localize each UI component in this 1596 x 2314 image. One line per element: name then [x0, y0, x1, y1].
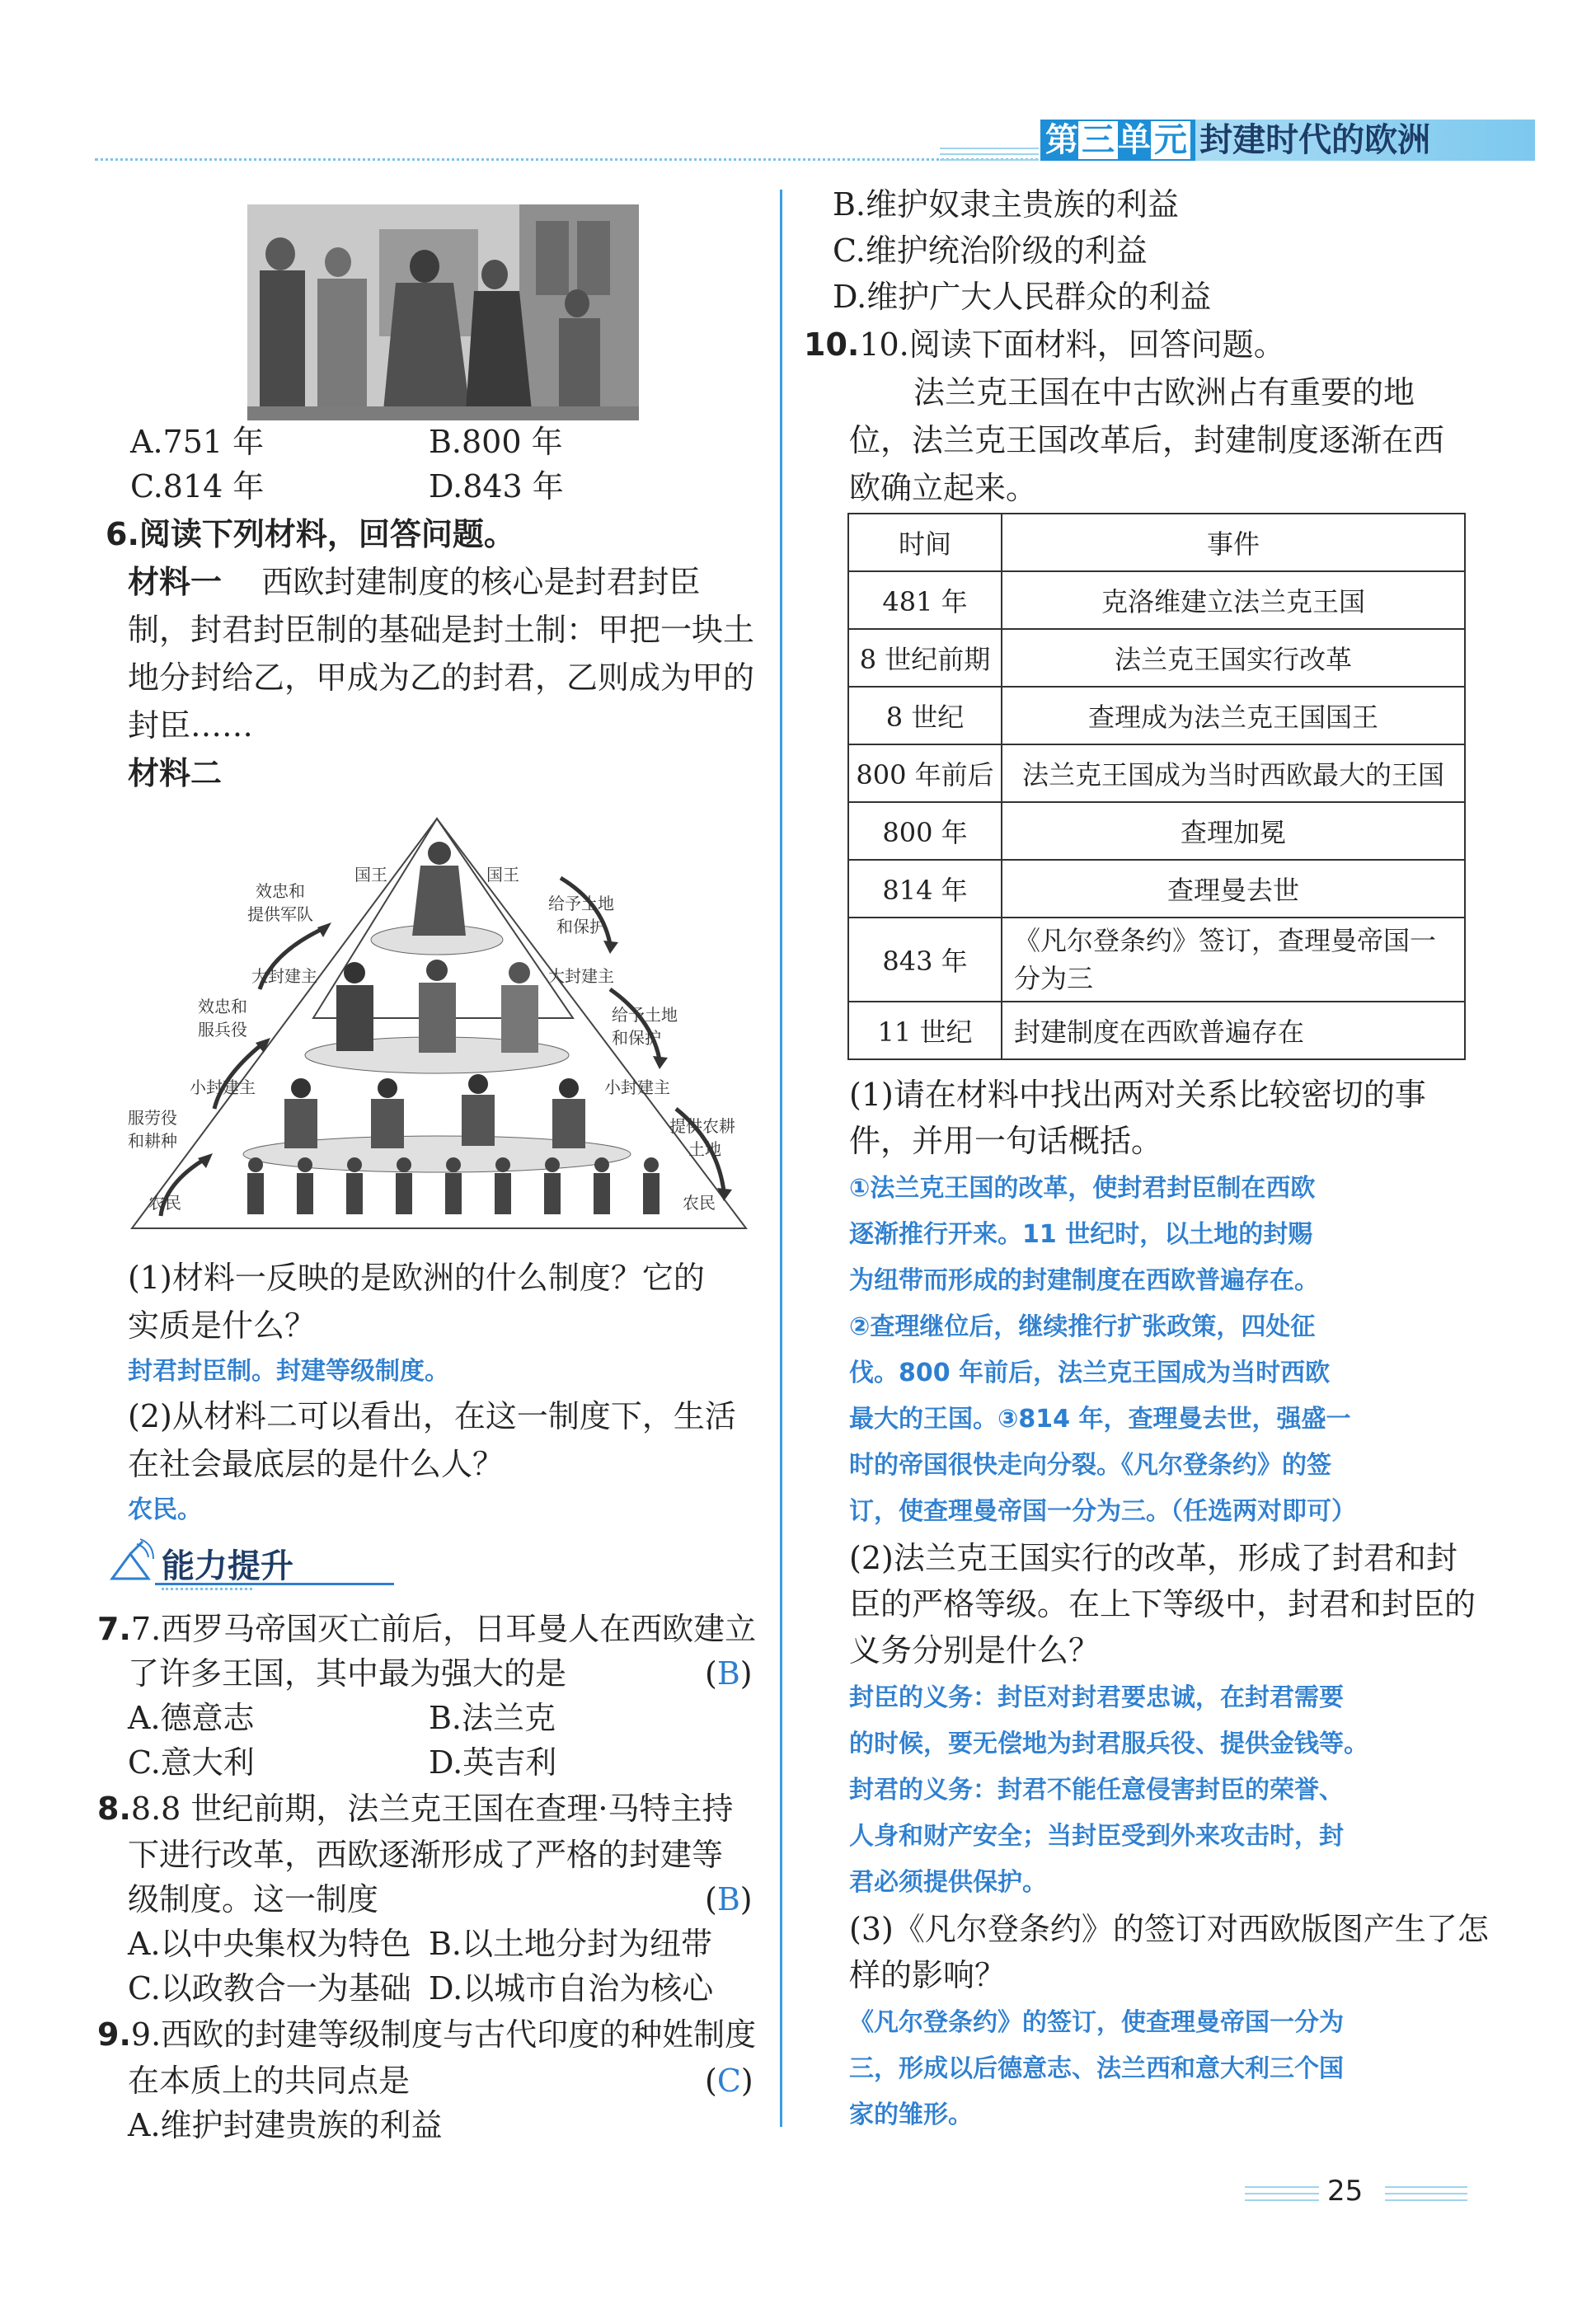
q5-option-c[interactable]: C.814 年	[130, 468, 265, 505]
q10-sub1-answer-line3: ②查理继位后，继续推行扩张政策，四处征	[849, 1312, 1316, 1341]
table-cell-time: 843 年	[848, 918, 1002, 1002]
unit-title: 封建时代的欧洲	[1199, 121, 1431, 159]
q8-line0: 8.8.8 世纪前期，法兰克王国在查理·马特主持	[97, 1791, 734, 1827]
q10-sub2-answer-line2: 封君的义务：封君不能任意侵害封臣的荣誉、	[849, 1776, 1344, 1805]
table-cell-time: 8 世纪前期	[848, 629, 1002, 687]
provide-land-line1: 土地	[688, 1139, 721, 1159]
loyalty-service-line1: 服兵役	[198, 1020, 247, 1040]
q8-answer: B	[716, 1881, 740, 1917]
q6-sub2-answer: 农民。	[128, 1495, 202, 1524]
table-cell-event-multiline: 《凡尔登条约》签订，查理曼帝国一 分为三	[1002, 918, 1465, 1002]
big-lord-right-label: 大封建主	[548, 966, 614, 986]
q10-intro-line0: 法兰克王国在中古欧洲占有重要的地	[913, 374, 1415, 411]
table-cell-event: 查理曼去世	[1002, 860, 1465, 918]
king-left-label: 国王	[354, 865, 387, 885]
column-divider	[780, 190, 782, 2127]
q10-sub1-answer-line7: 订，使查理曼帝国一分为三。（任选两对即可）	[849, 1497, 1356, 1526]
feudal-pyramid-diagram	[115, 812, 758, 1241]
q7-line0: 7.7.西罗马帝国灭亡前后，日耳曼人在西欧建立	[97, 1611, 757, 1647]
big-lord-left-label: 大封建主	[251, 966, 317, 986]
q10-sub1-answer-line2: 为纽带而形成的封建制度在西欧普遍存在。	[849, 1266, 1319, 1295]
table-row	[848, 802, 1465, 860]
q6-stem: 6.阅读下列材料，回答问题。	[106, 516, 515, 552]
q6-material1-line3: 封臣……	[128, 707, 254, 744]
q9-answer: C	[716, 2063, 741, 2099]
king-right-label: 国王	[486, 865, 519, 885]
satellite-icon	[106, 1537, 155, 1587]
give-land2-line0: 给予土地	[612, 1005, 678, 1025]
section-title: 能力提升	[162, 1547, 293, 1585]
q10-sub3-answer-line2: 家的雏形。	[849, 2100, 973, 2129]
q8-option-c[interactable]: C.以政教合一为基础	[128, 1970, 411, 2007]
events-table	[847, 513, 1466, 1060]
table-row	[848, 687, 1465, 744]
table-cell-event: 查理加冕	[1002, 802, 1465, 860]
loyalty-army-line1: 提供军队	[247, 904, 313, 924]
q8-option-b[interactable]: B.以土地分封为纽带	[429, 1926, 713, 1962]
q6-sub1-line1: 实质是什么？	[128, 1307, 317, 1344]
table-row	[848, 860, 1465, 918]
footer-decoration-left	[1245, 2186, 1319, 2201]
q7-line1: 了许多王国，其中最为强大的是	[128, 1655, 567, 1692]
q9-option-c[interactable]: C.维护统治阶级的利益	[833, 232, 1148, 269]
table-row	[848, 571, 1465, 629]
q5-option-b[interactable]: B.800 年	[429, 424, 563, 460]
q10-sub2-line0: (2)法兰克王国实行的改革，形成了封君和封	[849, 1540, 1458, 1576]
table-cell-time: 800 年	[848, 802, 1002, 860]
q10-sub1-answer-line1: 逐渐推行开来。11 世纪时，以土地的封赐	[849, 1220, 1313, 1249]
small-lord-left-label: 小封建主	[190, 1077, 256, 1097]
q10-sub2-answer-line4: 君必须提供保护。	[849, 1868, 1047, 1897]
table-cell-event: 法兰克王国成为当时西欧最大的王国	[1002, 744, 1465, 802]
q10-intro-line1: 位，法兰克王国改革后，封建制度逐渐在西	[849, 422, 1445, 458]
give-land1-line0: 给予土地	[548, 894, 614, 913]
table-row	[848, 1002, 1465, 1059]
peasant-left-label: 农民	[148, 1193, 181, 1213]
service-farming-line1: 和耕种	[128, 1131, 177, 1151]
table-header-row	[848, 514, 1465, 571]
table-row	[848, 629, 1465, 687]
q9-option-d[interactable]: D.维护广大人民群众的利益	[833, 279, 1212, 315]
q8-option-d[interactable]: D.以城市自治为核心	[429, 1970, 714, 2007]
table-cell-time: 800 年前后	[848, 744, 1002, 802]
q6-sub1-answer: 封君封臣制。封建等级制度。	[128, 1357, 449, 1386]
table-row	[848, 918, 1465, 1002]
q6-sub2-line1: 在社会最底层的是什么人？	[128, 1446, 505, 1482]
q10-sub1-answer-line0: ①法兰克王国的改革，使封君封臣制在西欧	[849, 1174, 1316, 1203]
q6-sub2-line0: (2)从材料二可以看出，在这一制度下，生活	[128, 1398, 736, 1434]
table-cell-event: 查理成为法兰克王国国王	[1002, 687, 1465, 744]
q10-sub1-line1: 件，并用一句话概括。	[849, 1123, 1163, 1159]
q6-material1-line0: 材料一 西欧封建制度的核心是封君封臣	[128, 564, 701, 600]
q7-option-a[interactable]: A.德意志	[128, 1700, 255, 1736]
footer-decoration-right	[1385, 2186, 1467, 2201]
q10-sub2-line2: 义务分别是什么？	[849, 1632, 1101, 1669]
q7-option-d[interactable]: D.英吉利	[429, 1744, 557, 1781]
small-lord-right-label: 小封建主	[604, 1077, 670, 1097]
q7-answer-bracket: (B)	[705, 1655, 753, 1692]
q8-answer-bracket: (B)	[705, 1881, 753, 1917]
q10-sub3-line0: (3)《凡尔登条约》的签订对西欧版图产生了怎	[849, 1911, 1489, 1947]
provide-land-line0: 提供农耕	[669, 1116, 735, 1136]
q10-sub2-answer-line3: 人身和财产安全；当封臣受到外来攻击时，封	[849, 1822, 1344, 1851]
section-header	[106, 1533, 402, 1591]
q9-option-b[interactable]: B.维护奴隶主贵族的利益	[833, 186, 1180, 223]
unit-label: 第 三 单 元 封建时代的欧洲	[1040, 120, 1430, 161]
q9-line1: 在本质上的共同点是	[128, 2063, 411, 2099]
q10-sub2-line1: 臣的严格等级。在上下等级中，封君和封臣的	[849, 1586, 1476, 1622]
peasant-right-label: 农民	[683, 1193, 716, 1213]
q9-option-a[interactable]: A.维护封建贵族的利益	[128, 2107, 443, 2143]
table-cell-event: 克洛维建立法兰克王国	[1002, 571, 1465, 629]
q8-option-a[interactable]: A.以中央集权为特色	[128, 1926, 411, 1962]
q10-sub3-line1: 样的影响？	[849, 1957, 1007, 1993]
q9-line0: 9.9.西欧的封建等级制度与古代印度的种姓制度	[97, 2016, 757, 2053]
table-header-cell: 事件	[1002, 514, 1465, 571]
give-land2-line1: 和保护	[612, 1028, 661, 1048]
q9-answer-bracket: (C)	[705, 2063, 753, 2099]
q6-sub1-line0: (1)材料一反映的是欧洲的什么制度？它的	[128, 1260, 705, 1296]
table-header-cell: 时间	[848, 514, 1002, 571]
table-cell-time: 11 世纪	[848, 1002, 1002, 1059]
q7-answer: B	[716, 1655, 740, 1692]
material1-label: 材料一	[128, 564, 223, 600]
q10-sub3-answer-line0: 《凡尔登条约》的签订，使查理曼帝国一分为	[849, 2008, 1344, 2037]
q5-option-a[interactable]: A.751 年	[130, 424, 265, 460]
table-row	[848, 744, 1465, 802]
q7-option-c[interactable]: C.意大利	[128, 1744, 255, 1781]
q7-option-b[interactable]: B.法兰克	[429, 1700, 556, 1736]
q10-sub1-line0: (1)请在材料中找出两对关系比较密切的事	[849, 1077, 1426, 1113]
q10-sub1-answer-line4: 伐。800 年前后，法兰克王国成为当时西欧	[849, 1359, 1331, 1387]
q5-option-d[interactable]: D.843 年	[429, 468, 564, 505]
q10-sub3-answer-line1: 三，形成以后德意志、法兰西和意大利三个国	[849, 2054, 1344, 2083]
page-number: 25	[1327, 2175, 1364, 2208]
table-cell-event: 法兰克王国实行改革	[1002, 629, 1465, 687]
table-cell-event: 封建制度在西欧普遍存在	[1002, 1002, 1465, 1059]
loyalty-army-line0: 效忠和	[256, 881, 305, 901]
q10-sub1-answer-line5: 最大的王国。③814 年，查理曼去世，强盛一	[849, 1405, 1351, 1434]
q10-sub2-answer-line0: 封臣的义务：封臣对封君要忠诚，在封君需要	[849, 1683, 1344, 1712]
q8-line1: 下进行改革，西欧逐渐形成了严格的封建等	[128, 1837, 724, 1873]
table-cell-time: 814 年	[848, 860, 1002, 918]
material2-label: 材料二	[128, 755, 223, 791]
give-land1-line1: 和保护	[556, 917, 606, 936]
q10-sub1-answer-line6: 时的帝国很快走向分裂。《凡尔登条约》的签	[849, 1451, 1331, 1480]
q10-intro-line2: 欧确立起来。	[849, 470, 1038, 506]
loyalty-service-line0: 效忠和	[198, 997, 247, 1016]
header-decoration	[940, 144, 1039, 162]
q8-line2: 级制度。这一制度	[128, 1881, 379, 1917]
service-farming-line0: 服劳役	[128, 1108, 177, 1128]
table-cell-time: 481 年	[848, 571, 1002, 629]
q6-material1-line2: 地分封给乙，甲成为乙的封君，乙则成为甲的	[128, 659, 755, 696]
q10-sub2-answer-line1: 的时候，要无偿地为封君服兵役、提供金钱等。	[849, 1730, 1368, 1758]
q10-stem: 10.10.阅读下面材料，回答问题。	[804, 326, 1285, 363]
coronation-illustration	[247, 204, 639, 420]
table-cell-time: 8 世纪	[848, 687, 1002, 744]
q6-material1-line1: 制，封君封臣制的基础是封土制：甲把一块土	[128, 612, 755, 648]
